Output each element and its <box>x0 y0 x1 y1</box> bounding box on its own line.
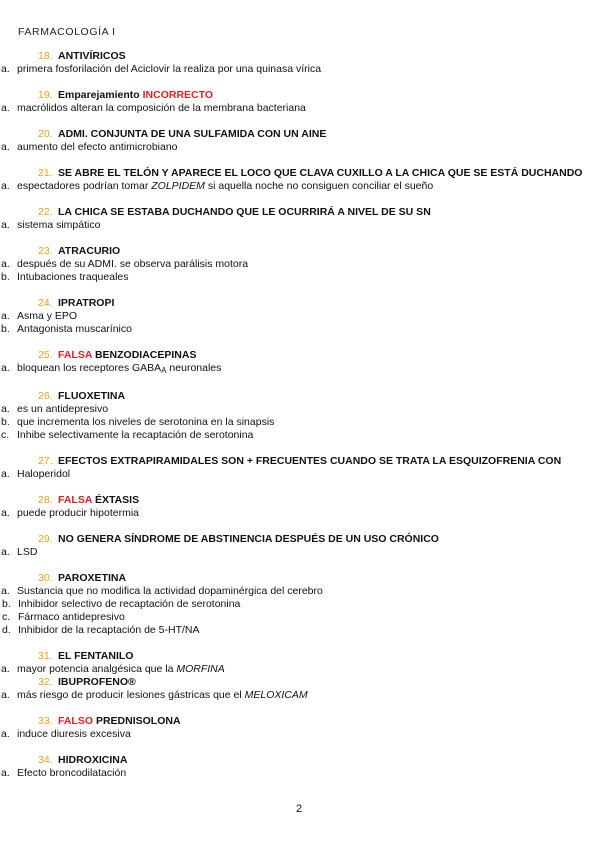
answer-text: que incrementa los niveles de serotonina en la sinapsis <box>17 416 275 428</box>
answer-item <box>1 611 583 624</box>
question-number: 23. <box>38 245 53 257</box>
question-number: 33. <box>38 715 53 727</box>
question-title <box>38 50 583 63</box>
answer-letter: a. <box>1 585 10 597</box>
question-title <box>38 206 583 219</box>
answer-letter: b. <box>1 271 10 283</box>
answer-item <box>1 416 583 429</box>
answer-letter: a. <box>1 141 10 153</box>
question-title <box>38 572 583 585</box>
spacer <box>38 232 583 245</box>
answer-item <box>1 468 583 481</box>
spacer <box>38 481 583 494</box>
answer-item <box>1 507 583 520</box>
question-title <box>38 128 583 141</box>
question-number: 34. <box>38 754 53 766</box>
question-text: ÉXTASIS <box>94 494 140 506</box>
question-number: 24. <box>38 297 53 309</box>
answer-text: después de su ADMI. se observa parálisis motora <box>17 258 249 270</box>
spacer <box>38 520 583 533</box>
question-text: LA CHICA SE ESTABA DUCHANDO QUE LE OCURRIRÁ A NIVEL DE SU SN <box>58 206 431 218</box>
question-item <box>1 715 583 741</box>
question-item <box>1 128 583 154</box>
false-marker: FALSO <box>58 715 94 727</box>
question-number: 25. <box>38 349 53 361</box>
spacer <box>38 442 583 455</box>
answer-letter: a. <box>1 180 10 192</box>
answer-text: Intubaciones traqueales <box>17 271 129 283</box>
question-number: 30. <box>38 572 53 584</box>
answer-letter: b. <box>1 416 10 428</box>
false-marker: FALSA <box>58 349 93 361</box>
question-item <box>1 206 583 232</box>
answer-item <box>1 598 583 611</box>
answer-letter: a. <box>1 767 10 779</box>
answer-letter: a. <box>1 63 10 75</box>
page-header: FARMACOLOGÍA I <box>18 26 116 38</box>
question-item <box>1 650 583 676</box>
answer-item <box>1 362 583 377</box>
answer-item <box>1 767 583 780</box>
answer-text-tail: neuronales <box>166 362 222 374</box>
question-text: IBUPROFENO® <box>58 676 136 688</box>
answer-letter: a. <box>1 362 10 374</box>
page-number: 2 <box>296 803 303 815</box>
answer-item <box>1 219 583 232</box>
question-title <box>38 245 583 258</box>
question-item <box>1 455 583 481</box>
question-item <box>1 676 583 702</box>
answer-text: bloquean los receptores GABA <box>17 362 162 374</box>
question-text: ADMI. CONJUNTA DE UNA SULFAMIDA CON UN AINE <box>58 128 327 140</box>
answer-subscript: A <box>161 366 167 375</box>
question-title <box>38 167 583 180</box>
question-number: 21. <box>38 167 53 179</box>
question-title <box>38 390 583 403</box>
question-number: 18. <box>38 50 53 62</box>
answer-letter: a. <box>1 468 10 480</box>
question-title <box>38 455 583 468</box>
answer-text: Sustancia que no modifica la actividad dopaminérgica del cerebro <box>17 585 323 597</box>
answer-text: mayor potencia analgésica que la <box>17 663 177 675</box>
answer-text-tail: si aquella noche no consiguen conciliar el sueño <box>204 180 434 192</box>
answer-item <box>1 271 583 284</box>
answer-letter: a. <box>1 663 10 675</box>
question-item <box>1 167 583 193</box>
question-title <box>38 676 583 689</box>
question-text: IPRATROPI <box>58 297 115 309</box>
answer-item <box>1 585 583 598</box>
question-title <box>38 297 583 310</box>
question-text: SE ABRE EL TELÓN Y APARECE EL LOCO QUE CLAVA CUXILLO A LA CHICA QUE SE ESTÁ DUCHANDO <box>58 167 583 179</box>
answer-letter: a. <box>1 310 10 322</box>
question-number: 27. <box>38 455 53 467</box>
answer-letter: b. <box>1 323 10 335</box>
question-title <box>38 349 583 362</box>
answer-text: aumento del efecto antimicrobiano <box>17 141 178 153</box>
question-item <box>1 572 583 637</box>
answer-item <box>1 102 583 115</box>
answer-item <box>1 63 583 76</box>
spacer <box>38 741 583 754</box>
answer-text: Fármaco antidepresivo <box>18 611 125 623</box>
spacer <box>38 115 583 128</box>
question-number: 22. <box>38 206 53 218</box>
answer-text: Inhibe selectivamente la recaptación de serotonina <box>17 429 254 441</box>
answer-item <box>1 429 583 442</box>
question-text: BENZODIACEPINAS <box>94 349 197 361</box>
question-text: Emparejamiento <box>58 89 140 101</box>
answer-text: Efecto broncodilatación <box>17 767 127 779</box>
question-text: HIDROXICINA <box>58 754 128 766</box>
question-text: ATRACURIO <box>58 245 121 257</box>
answer-letter: b. <box>2 598 11 610</box>
answer-letter: a. <box>1 219 10 231</box>
answer-letter: a. <box>1 689 10 701</box>
question-text: PAROXETINA <box>58 572 127 584</box>
spacer <box>38 559 583 572</box>
answer-text: Asma y EPO <box>17 310 78 322</box>
question-title <box>38 89 583 102</box>
question-item <box>1 50 583 76</box>
question-text: NO GENERA SÍNDROME DE ABSTINENCIA DESPUÉS DE UN USO CRÓNICO <box>58 533 439 545</box>
question-title <box>38 650 583 663</box>
answer-letter: a. <box>1 102 10 114</box>
answer-letter: c. <box>1 429 10 441</box>
answer-text: puede producir hipotermia <box>17 507 139 519</box>
answer-item <box>1 403 583 416</box>
question-item <box>1 494 583 520</box>
question-text: EFECTOS EXTRAPIRAMIDALES SON + FRECUENTES CUANDO SE TRATA LA ESQUIZOFRENIA CON <box>58 455 562 467</box>
answer-item <box>1 689 583 702</box>
question-number: 26. <box>38 390 53 402</box>
answer-italic: MELOXICAM <box>244 689 308 701</box>
spacer <box>38 76 583 89</box>
answer-text: macrólidos alteran la composición de la membrana bacteriana <box>17 102 306 114</box>
answer-item <box>1 180 583 193</box>
answer-letter: a. <box>1 728 10 740</box>
question-number: 32. <box>38 676 53 688</box>
false-marker: FALSA <box>58 494 93 506</box>
question-title <box>38 494 583 507</box>
question-title <box>38 754 583 767</box>
answer-item <box>1 141 583 154</box>
answer-text: Haloperidol <box>17 468 71 480</box>
spacer <box>38 154 583 167</box>
spacer <box>38 193 583 206</box>
answer-letter: c. <box>2 611 11 623</box>
answer-text: Inhibidor selectivo de recaptación de serotonina <box>18 598 241 610</box>
question-item <box>1 297 583 336</box>
spacer <box>38 637 583 650</box>
question-number: 19. <box>38 89 53 101</box>
answer-text: espectadores podrían tomar <box>17 180 152 192</box>
question-text: EL FENTANILO <box>58 650 134 662</box>
question-item <box>1 245 583 284</box>
answer-text: Antagonista muscarínico <box>17 323 132 335</box>
answer-text: induce diuresis excesiva <box>17 728 131 740</box>
question-number: 20. <box>38 128 53 140</box>
answer-text: LSD <box>17 546 38 558</box>
answer-item <box>1 323 583 336</box>
question-number: 28. <box>38 494 53 506</box>
incorrect-marker: INCORRECTO <box>142 89 214 101</box>
answer-item <box>1 663 583 676</box>
question-title <box>38 533 583 546</box>
answer-italic: MORFINA <box>176 663 225 675</box>
answer-text: sistema simpático <box>17 219 101 231</box>
question-item <box>1 754 583 780</box>
answer-text: primera fosforilación del Aciclovir la realiza por una quinasa vírica <box>17 63 322 75</box>
answer-letter: a. <box>1 258 10 270</box>
spacer <box>38 377 583 390</box>
answer-item <box>1 258 583 271</box>
answer-letter: a. <box>1 546 10 558</box>
spacer <box>38 702 583 715</box>
question-number: 31. <box>38 650 53 662</box>
question-text: FLUOXETINA <box>58 390 126 402</box>
answer-italic: ZOLPIDEM <box>151 180 205 192</box>
answer-letter: a. <box>1 403 10 415</box>
question-text: PREDNISOLONA <box>95 715 181 727</box>
answer-item <box>1 310 583 323</box>
answer-letter: d. <box>2 624 11 636</box>
answer-text: Inhibidor de la recaptación de 5-HT/NA <box>18 624 200 636</box>
answer-letter: a. <box>1 507 10 519</box>
question-item <box>1 349 583 377</box>
answer-item <box>1 624 583 637</box>
answer-item <box>1 546 583 559</box>
question-text: ANTIVÍRICOS <box>58 50 126 62</box>
spacer <box>38 336 583 349</box>
answer-text: más riesgo de producir lesiones gástricas que el <box>17 689 245 701</box>
question-title <box>38 715 583 728</box>
question-list <box>1 50 583 780</box>
spacer <box>38 284 583 297</box>
question-item <box>1 533 583 559</box>
question-item <box>1 89 583 115</box>
question-item <box>1 390 583 442</box>
question-number: 29. <box>38 533 53 545</box>
answer-item <box>1 728 583 741</box>
answer-text: es un antidepresivo <box>17 403 109 415</box>
